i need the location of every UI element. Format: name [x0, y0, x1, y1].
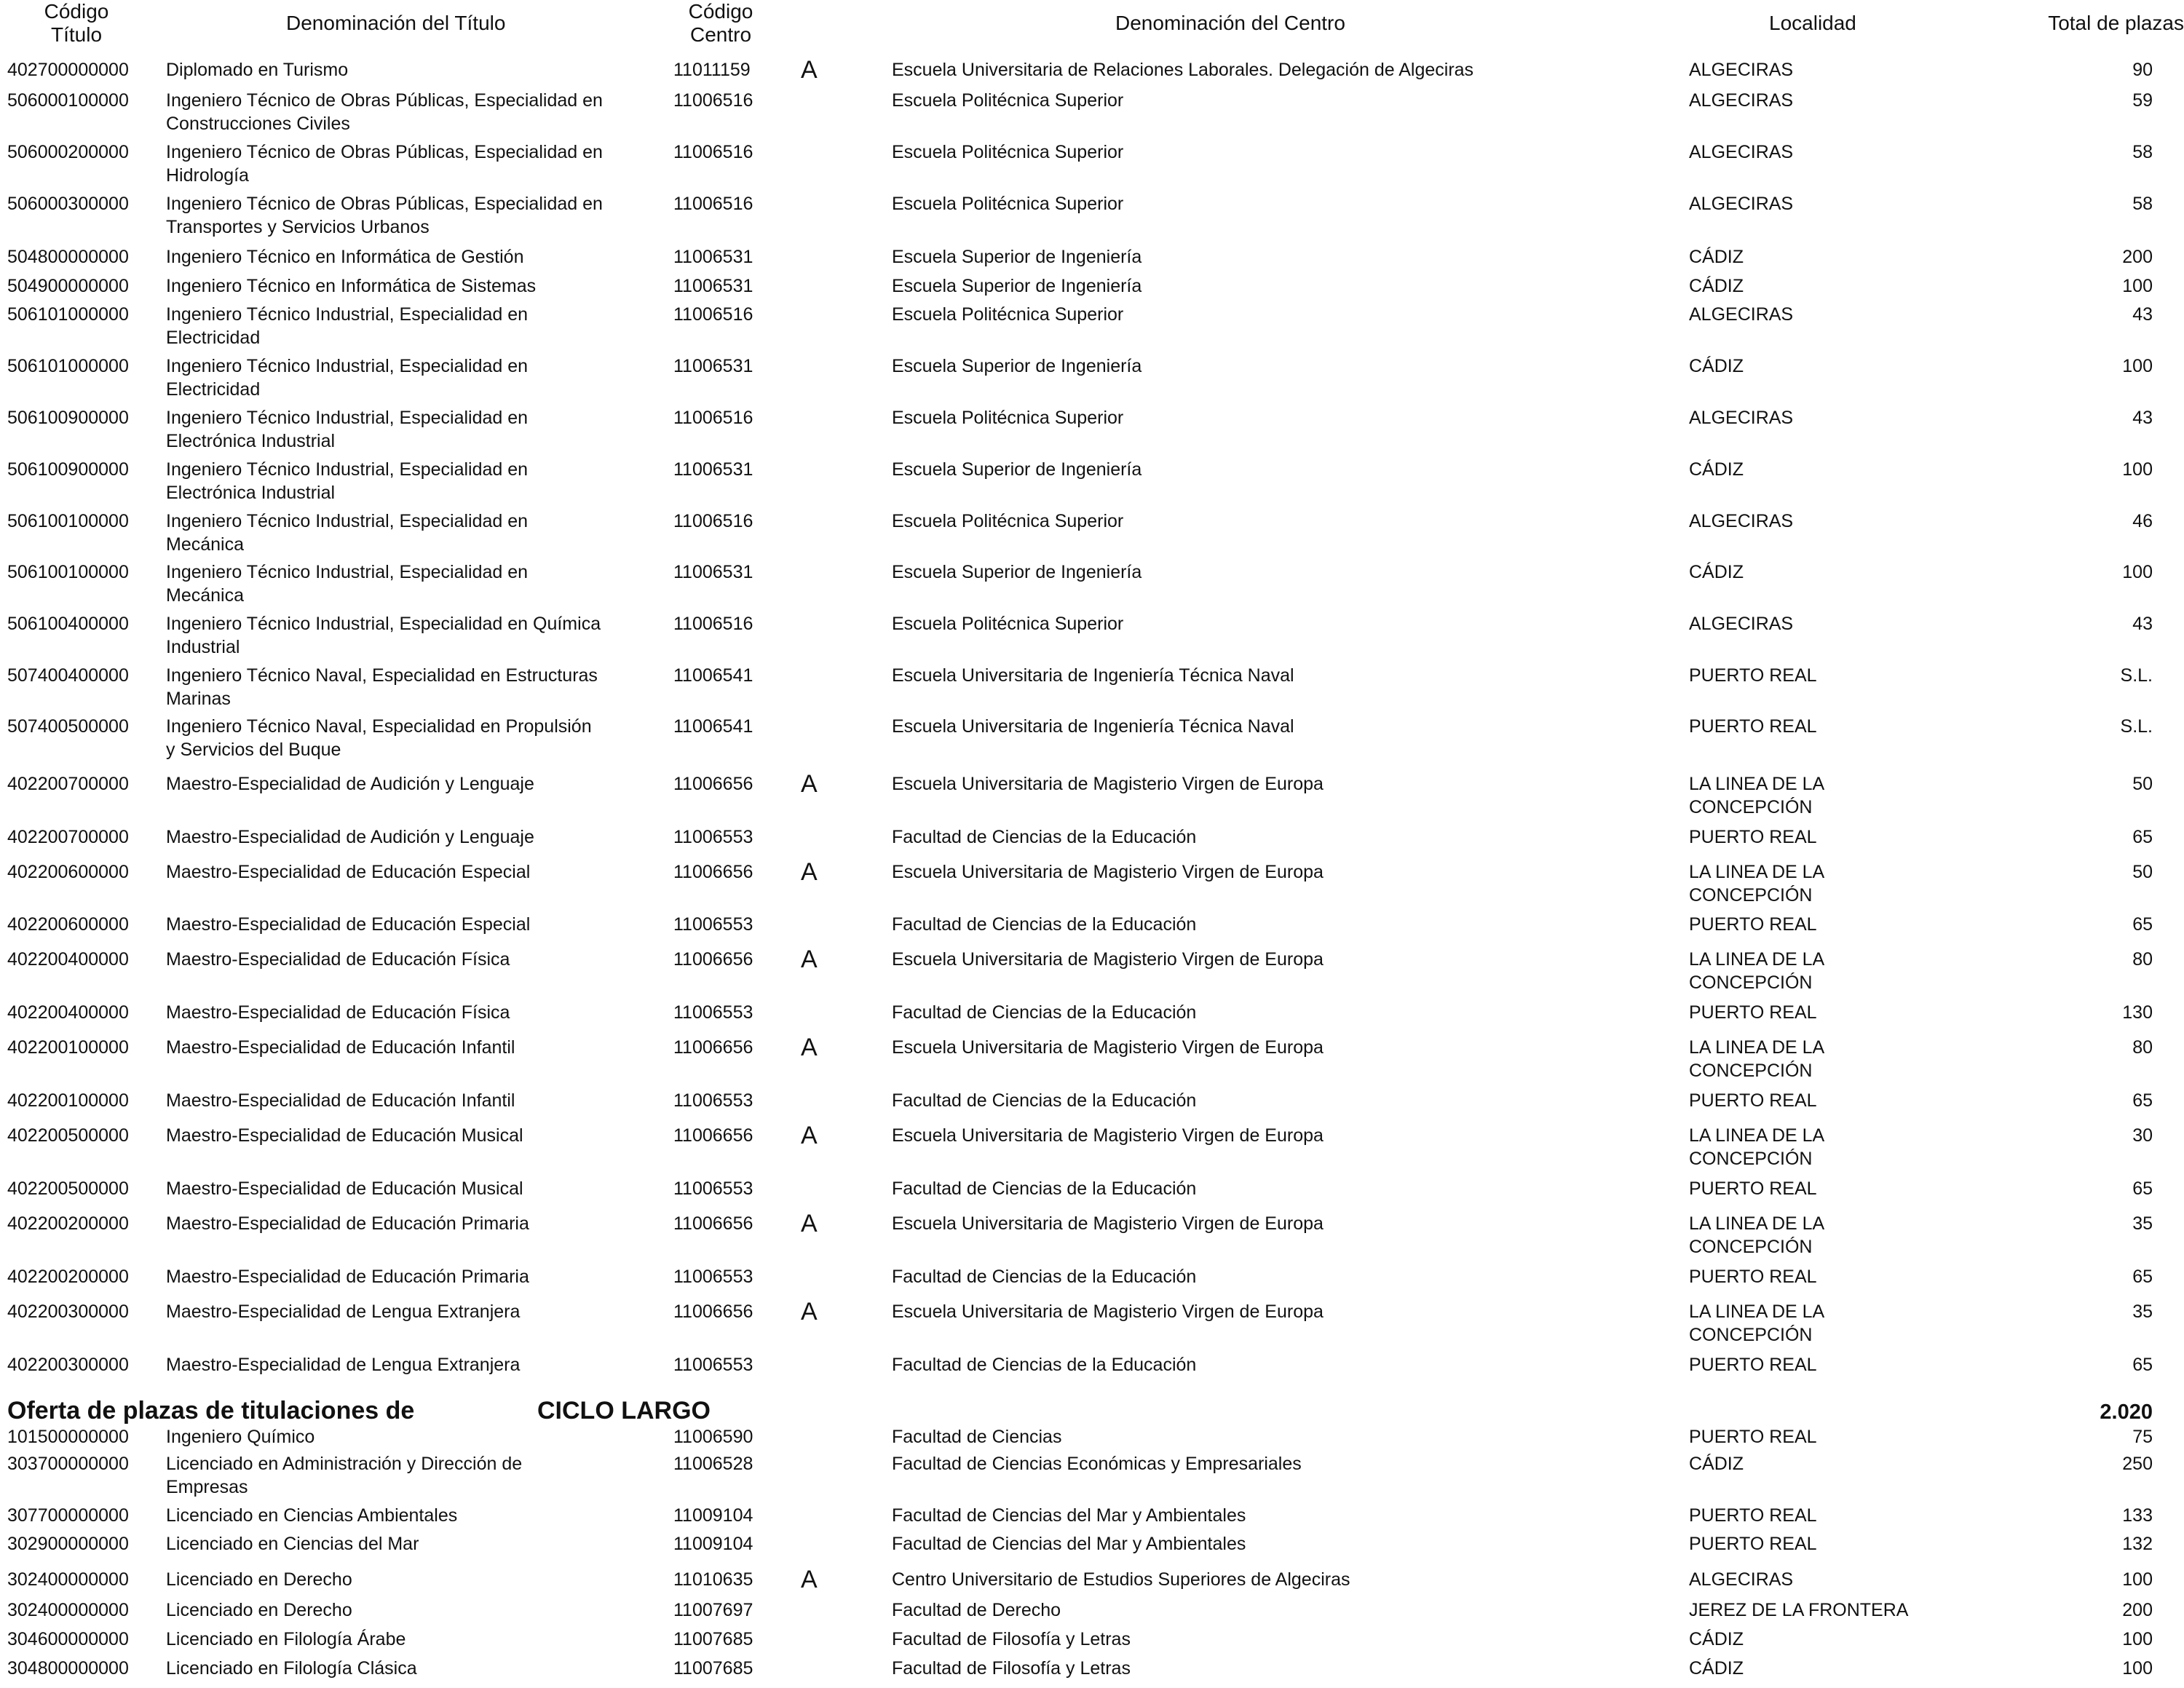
denominacion-centro-cell: Escuela Universitaria de Magisterio Virgen de Europa: [892, 1213, 1324, 1234]
total-plazas-cell: 58: [2132, 194, 2153, 214]
denominacion-centro-cell: Escuela Universitaria de Magisterio Virgen de Europa: [892, 1125, 1324, 1146]
codigo-centro-cell: 11006553: [673, 914, 753, 935]
codigo-titulo-cell: 304600000000: [7, 1629, 129, 1649]
localidad-cell: ALGECIRAS: [1689, 90, 1794, 111]
denominacion-centro-cell: Facultad de Ciencias de la Educación: [892, 1178, 1197, 1199]
codigo-titulo-cell: 402200400000: [7, 1002, 129, 1023]
codigo-centro-cell: 11006656: [673, 1213, 753, 1234]
codigo-titulo-cell: 506100100000: [7, 511, 129, 531]
total-plazas-cell: 65: [2132, 1178, 2153, 1199]
denominacion-titulo-cell: Ingeniero Técnico de Obras Públicas, Especialidad en Transportes y Servicios Urbanos: [166, 194, 603, 237]
codigo-centro-cell: 11006656: [673, 1125, 753, 1146]
codigo-titulo-cell: 506100900000: [7, 459, 129, 480]
codigo-centro-cell: 11006553: [673, 1355, 753, 1375]
codigo-titulo-cell: 506100900000: [7, 408, 129, 428]
codigo-titulo-cell: 504900000000: [7, 276, 129, 296]
total-plazas-cell: 80: [2132, 949, 2153, 970]
denominacion-centro-cell: Facultad de Ciencias de la Educación: [892, 1355, 1197, 1375]
section-type: CICLO LARGO: [537, 1397, 711, 1425]
denominacion-centro-cell: Escuela Superior de Ingeniería: [892, 356, 1142, 376]
denominacion-centro-cell: Facultad de Filosofía y Letras: [892, 1658, 1131, 1679]
centro-adscrito-mark-cell: A: [801, 858, 818, 886]
denominacion-centro-cell: Facultad de Ciencias del Mar y Ambientales: [892, 1534, 1246, 1554]
total-plazas-cell: S.L.: [2120, 665, 2153, 686]
header-denominacion-titulo: Denominación del Título: [286, 12, 506, 34]
codigo-centro-cell: 11007685: [673, 1658, 753, 1679]
localidad-cell: LA LINEA DE LA CONCEPCIÓN: [1689, 774, 1825, 817]
total-plazas-cell: 100: [2122, 562, 2153, 582]
codigo-centro-cell: 11006553: [673, 827, 753, 847]
codigo-titulo-cell: 506000100000: [7, 90, 129, 111]
codigo-titulo-cell: 402200100000: [7, 1090, 129, 1111]
localidad-cell: ALGECIRAS: [1689, 304, 1794, 325]
codigo-titulo-cell: 402200600000: [7, 862, 129, 882]
localidad-cell: PUERTO REAL: [1689, 1002, 1817, 1023]
header-localidad: Localidad: [1769, 12, 1856, 34]
localidad-cell: PUERTO REAL: [1689, 1427, 1817, 1447]
total-plazas-cell: 200: [2122, 247, 2153, 267]
denominacion-centro-cell: Escuela Universitaria de Relaciones Laborales. Delegación de Algeciras: [892, 60, 1474, 80]
denominacion-titulo-cell: Ingeniero Técnico de Obras Públicas, Especialidad en Hidrología: [166, 142, 603, 186]
denominacion-centro-cell: Escuela Universitaria de Magisterio Virgen de Europa: [892, 774, 1324, 794]
total-plazas-cell: 46: [2132, 511, 2153, 531]
codigo-centro-cell: 11006516: [673, 511, 753, 531]
denominacion-centro-cell: Escuela Politécnica Superior: [892, 614, 1124, 634]
denominacion-titulo-cell: Maestro-Especialidad de Educación Física: [166, 1002, 510, 1023]
denominacion-titulo-cell: Maestro-Especialidad de Educación Musical: [166, 1178, 523, 1199]
denominacion-titulo-cell: Ingeniero Técnico en Informática de Gestión: [166, 247, 524, 267]
header-total-plazas: Total de plazas: [2048, 12, 2184, 34]
localidad-cell: LA LINEA DE LA CONCEPCIÓN: [1689, 1301, 1825, 1345]
denominacion-titulo-cell: Licenciado en Derecho: [166, 1600, 352, 1620]
total-plazas-cell: 35: [2132, 1213, 2153, 1234]
denominacion-titulo-cell: Ingeniero Técnico Industrial, Especialidad en Electrónica Industrial: [166, 459, 529, 503]
localidad-cell: CÁDIZ: [1689, 459, 1744, 480]
denominacion-titulo-cell: Ingeniero Técnico en Informática de Sistemas: [166, 276, 537, 296]
localidad-cell: ALGECIRAS: [1689, 408, 1794, 428]
localidad-cell: LA LINEA DE LA CONCEPCIÓN: [1689, 862, 1825, 906]
codigo-titulo-cell: 506101000000: [7, 356, 129, 376]
header-denominacion-centro: Denominación del Centro: [1115, 12, 1345, 34]
total-plazas-cell: 100: [2122, 276, 2153, 296]
codigo-titulo-cell: 402200600000: [7, 914, 129, 935]
codigo-centro-cell: 11011159: [673, 60, 751, 80]
centro-adscrito-mark-cell: A: [801, 1298, 818, 1326]
denominacion-centro-cell: Escuela Politécnica Superior: [892, 511, 1124, 531]
denominacion-titulo-cell: Ingeniero Técnico Industrial, Especialidad en Mecánica: [166, 511, 529, 555]
localidad-cell: JEREZ DE LA FRONTERA: [1689, 1600, 1909, 1620]
denominacion-titulo-cell: Maestro-Especialidad de Educación Primaria: [166, 1213, 529, 1234]
denominacion-centro-cell: Escuela Politécnica Superior: [892, 194, 1124, 214]
codigo-titulo-cell: 304800000000: [7, 1658, 129, 1679]
codigo-centro-cell: 11006516: [673, 194, 753, 214]
total-plazas-cell: 65: [2132, 827, 2153, 847]
total-plazas-cell: 43: [2132, 304, 2153, 325]
codigo-centro-cell: 11010635: [673, 1569, 753, 1590]
denominacion-centro-cell: Facultad de Ciencias de la Educación: [892, 1090, 1197, 1111]
codigo-centro-cell: 11009104: [673, 1505, 753, 1526]
denominacion-centro-cell: Escuela Superior de Ingeniería: [892, 276, 1142, 296]
denominacion-centro-cell: Escuela Superior de Ingeniería: [892, 562, 1142, 582]
localidad-cell: LA LINEA DE LA CONCEPCIÓN: [1689, 949, 1825, 993]
codigo-titulo-cell: 402200700000: [7, 774, 129, 794]
total-plazas-cell: 43: [2132, 408, 2153, 428]
localidad-cell: LA LINEA DE LA CONCEPCIÓN: [1689, 1213, 1825, 1257]
denominacion-centro-cell: Facultad de Ciencias de la Educación: [892, 914, 1197, 935]
total-plazas-cell: 65: [2132, 914, 2153, 935]
denominacion-centro-cell: Escuela Politécnica Superior: [892, 142, 1124, 162]
codigo-centro-cell: 11006531: [673, 276, 753, 296]
localidad-cell: CÁDIZ: [1689, 1454, 1744, 1474]
denominacion-centro-cell: Escuela Universitaria de Magisterio Virgen de Europa: [892, 862, 1324, 882]
codigo-titulo-cell: 506000200000: [7, 142, 129, 162]
total-plazas-cell: 75: [2132, 1427, 2153, 1447]
denominacion-titulo-cell: Maestro-Especialidad de Educación Especial: [166, 862, 531, 882]
total-plazas-cell: 80: [2132, 1037, 2153, 1058]
codigo-titulo-cell: 506100400000: [7, 614, 129, 634]
codigo-titulo-cell: 402700000000: [7, 60, 129, 80]
denominacion-titulo-cell: Maestro-Especialidad de Audición y Lenguaje: [166, 774, 534, 794]
codigo-centro-cell: 11006516: [673, 142, 753, 162]
denominacion-titulo-cell: Licenciado en Filología Clásica: [166, 1658, 417, 1679]
denominacion-centro-cell: Facultad de Ciencias de la Educación: [892, 1002, 1197, 1023]
codigo-titulo-cell: 307700000000: [7, 1505, 129, 1526]
codigo-centro-cell: 11006656: [673, 862, 753, 882]
codigo-centro-cell: 11006656: [673, 1037, 753, 1058]
localidad-cell: ALGECIRAS: [1689, 1569, 1794, 1590]
denominacion-titulo-cell: Maestro-Especialidad de Lengua Extranjera: [166, 1301, 521, 1322]
total-plazas-cell: 58: [2132, 142, 2153, 162]
denominacion-titulo-cell: Maestro-Especialidad de Educación Primaria: [166, 1267, 529, 1287]
total-plazas-cell: 65: [2132, 1267, 2153, 1287]
codigo-centro-cell: 11007685: [673, 1629, 753, 1649]
total-plazas-cell: 100: [2122, 1569, 2153, 1590]
codigo-centro-cell: 11006531: [673, 247, 753, 267]
total-plazas-cell: 35: [2132, 1301, 2153, 1322]
codigo-centro-cell: 11006531: [673, 459, 753, 480]
total-plazas-cell: 30: [2132, 1125, 2153, 1146]
denominacion-titulo-cell: Maestro-Especialidad de Educación Infantil: [166, 1037, 515, 1058]
codigo-titulo-cell: 402200400000: [7, 949, 129, 970]
codigo-centro-cell: 11006541: [673, 716, 753, 737]
codigo-titulo-cell: 302400000000: [7, 1600, 129, 1620]
total-plazas-cell: 43: [2132, 614, 2153, 634]
localidad-cell: CÁDIZ: [1689, 562, 1744, 582]
denominacion-titulo-cell: Ingeniero Técnico Naval, Especialidad en Propulsión y Servicios del Buque: [166, 716, 592, 760]
codigo-centro-cell: 11006656: [673, 774, 753, 794]
localidad-cell: PUERTO REAL: [1689, 1267, 1817, 1287]
codigo-titulo-cell: 302400000000: [7, 1569, 129, 1590]
codigo-titulo-cell: 507400400000: [7, 665, 129, 686]
codigo-centro-cell: 11006553: [673, 1090, 753, 1111]
denominacion-centro-cell: Facultad de Ciencias del Mar y Ambientales: [892, 1505, 1246, 1526]
total-plazas-cell: 65: [2132, 1355, 2153, 1375]
denominacion-titulo-cell: Maestro-Especialidad de Lengua Extranjera: [166, 1355, 521, 1375]
denominacion-titulo-cell: Diplomado en Turismo: [166, 60, 349, 80]
centro-adscrito-mark-cell: A: [801, 946, 818, 973]
denominacion-titulo-cell: Ingeniero Químico: [166, 1427, 315, 1447]
localidad-cell: PUERTO REAL: [1689, 1355, 1817, 1375]
denominacion-centro-cell: Escuela Politécnica Superior: [892, 90, 1124, 111]
localidad-cell: LA LINEA DE LA CONCEPCIÓN: [1689, 1125, 1825, 1169]
denominacion-centro-cell: Facultad de Filosofía y Letras: [892, 1629, 1131, 1649]
localidad-cell: ALGECIRAS: [1689, 194, 1794, 214]
localidad-cell: PUERTO REAL: [1689, 716, 1817, 737]
codigo-titulo-cell: 506000300000: [7, 194, 129, 214]
localidad-cell: PUERTO REAL: [1689, 1505, 1817, 1526]
header-codigo-titulo: Código Título: [44, 0, 109, 46]
denominacion-centro-cell: Facultad de Ciencias de la Educación: [892, 1267, 1197, 1287]
codigo-centro-cell: 11006656: [673, 949, 753, 970]
codigo-titulo-cell: 402200100000: [7, 1037, 129, 1058]
centro-adscrito-mark-cell: A: [801, 1122, 818, 1149]
codigo-titulo-cell: 402200200000: [7, 1267, 129, 1287]
denominacion-titulo-cell: Maestro-Especialidad de Educación Física: [166, 949, 510, 970]
denominacion-centro-cell: Escuela Superior de Ingeniería: [892, 247, 1142, 267]
denominacion-titulo-cell: Licenciado en Ciencias Ambientales: [166, 1505, 458, 1526]
denominacion-titulo-cell: Ingeniero Técnico Industrial, Especialidad en Mecánica: [166, 562, 529, 606]
codigo-centro-cell: 11006531: [673, 562, 753, 582]
codigo-titulo-cell: 303700000000: [7, 1454, 129, 1474]
centro-adscrito-mark-cell: A: [801, 1210, 818, 1237]
denominacion-titulo-cell: Ingeniero Técnico Industrial, Especialidad en Química Industrial: [166, 614, 601, 657]
section-label: Oferta de plazas de titulaciones de: [7, 1397, 415, 1425]
codigo-centro-cell: 11006553: [673, 1267, 753, 1287]
centro-adscrito-mark-cell: A: [801, 56, 818, 84]
denominacion-titulo-cell: Ingeniero Técnico de Obras Públicas, Especialidad en Construcciones Civiles: [166, 90, 603, 134]
codigo-centro-cell: 11006541: [673, 665, 753, 686]
localidad-cell: ALGECIRAS: [1689, 614, 1794, 634]
denominacion-centro-cell: Escuela Universitaria de Ingeniería Técnica Naval: [892, 716, 1294, 737]
localidad-cell: CÁDIZ: [1689, 1629, 1744, 1649]
denominacion-titulo-cell: Licenciado en Derecho: [166, 1569, 352, 1590]
total-plazas-cell: 100: [2122, 459, 2153, 480]
localidad-cell: CÁDIZ: [1689, 356, 1744, 376]
denominacion-centro-cell: Facultad de Ciencias Económicas y Empresariales: [892, 1454, 1302, 1474]
total-plazas-cell: S.L.: [2120, 716, 2153, 737]
localidad-cell: PUERTO REAL: [1689, 827, 1817, 847]
total-plazas-cell: 65: [2132, 1090, 2153, 1111]
centro-adscrito-mark-cell: A: [801, 770, 818, 798]
denominacion-titulo-cell: Licenciado en Administración y Dirección de Empresas: [166, 1454, 523, 1497]
localidad-cell: PUERTO REAL: [1689, 1178, 1817, 1199]
denominacion-centro-cell: Facultad de Derecho: [892, 1600, 1061, 1620]
codigo-centro-cell: 11006553: [673, 1178, 753, 1199]
codigo-titulo-cell: 506100100000: [7, 562, 129, 582]
total-plazas-cell: 130: [2122, 1002, 2153, 1023]
denominacion-centro-cell: Centro Universitario de Estudios Superiores de Algeciras: [892, 1569, 1350, 1590]
denominacion-centro-cell: Escuela Politécnica Superior: [892, 408, 1124, 428]
total-plazas-cell: 100: [2122, 1629, 2153, 1649]
localidad-cell: LA LINEA DE LA CONCEPCIÓN: [1689, 1037, 1825, 1081]
codigo-centro-cell: 11006516: [673, 304, 753, 325]
denominacion-centro-cell: Escuela Universitaria de Ingeniería Técnica Naval: [892, 665, 1294, 686]
codigo-titulo-cell: 402200300000: [7, 1355, 129, 1375]
codigo-titulo-cell: 402200700000: [7, 827, 129, 847]
denominacion-titulo-cell: Maestro-Especialidad de Educación Especial: [166, 914, 531, 935]
codigo-centro-cell: 11006590: [673, 1427, 753, 1447]
codigo-centro-cell: 11006516: [673, 614, 753, 634]
denominacion-titulo-cell: Ingeniero Técnico Naval, Especialidad en Estructuras Marinas: [166, 665, 598, 709]
total-plazas-cell: 132: [2122, 1534, 2153, 1554]
codigo-titulo-cell: 402200300000: [7, 1301, 129, 1322]
denominacion-centro-cell: Facultad de Ciencias de la Educación: [892, 827, 1197, 847]
localidad-cell: ALGECIRAS: [1689, 511, 1794, 531]
codigo-centro-cell: 11006516: [673, 408, 753, 428]
codigo-titulo-cell: 506101000000: [7, 304, 129, 325]
denominacion-centro-cell: Escuela Universitaria de Magisterio Virgen de Europa: [892, 949, 1324, 970]
localidad-cell: PUERTO REAL: [1689, 914, 1817, 935]
denominacion-titulo-cell: Licenciado en Filología Árabe: [166, 1629, 406, 1649]
centro-adscrito-mark-cell: A: [801, 1566, 818, 1593]
codigo-centro-cell: 11006531: [673, 356, 753, 376]
codigo-centro-cell: 11006656: [673, 1301, 753, 1322]
localidad-cell: ALGECIRAS: [1689, 142, 1794, 162]
header-codigo-centro: Código Centro: [688, 0, 753, 46]
total-plazas-cell: 59: [2132, 90, 2153, 111]
total-plazas-cell: 50: [2132, 862, 2153, 882]
codigo-centro-cell: 11006516: [673, 90, 753, 111]
localidad-cell: PUERTO REAL: [1689, 1534, 1817, 1554]
localidad-cell: PUERTO REAL: [1689, 1090, 1817, 1111]
total-plazas-cell: 200: [2122, 1600, 2153, 1620]
denominacion-centro-cell: Escuela Universitaria de Magisterio Virgen de Europa: [892, 1301, 1324, 1322]
localidad-cell: CÁDIZ: [1689, 1658, 1744, 1679]
codigo-centro-cell: 11007697: [673, 1600, 753, 1620]
total-plazas-cell: 100: [2122, 1658, 2153, 1679]
codigo-centro-cell: 11006528: [673, 1454, 753, 1474]
codigo-centro-cell: 11009104: [673, 1534, 753, 1554]
denominacion-titulo-cell: Ingeniero Técnico Industrial, Especialidad en Electricidad: [166, 356, 529, 400]
denominacion-centro-cell: Escuela Universitaria de Magisterio Virgen de Europa: [892, 1037, 1324, 1058]
codigo-titulo-cell: 101500000000: [7, 1427, 129, 1447]
denominacion-centro-cell: Escuela Politécnica Superior: [892, 304, 1124, 325]
denominacion-titulo-cell: Maestro-Especialidad de Educación Infantil: [166, 1090, 515, 1111]
codigo-titulo-cell: 302900000000: [7, 1534, 129, 1554]
centro-adscrito-mark-cell: A: [801, 1034, 818, 1061]
localidad-cell: CÁDIZ: [1689, 247, 1744, 267]
denominacion-titulo-cell: Maestro-Especialidad de Educación Musical: [166, 1125, 523, 1146]
codigo-titulo-cell: 504800000000: [7, 247, 129, 267]
codigo-titulo-cell: 402200500000: [7, 1125, 129, 1146]
localidad-cell: CÁDIZ: [1689, 276, 1744, 296]
section-total: 2.020: [2100, 1400, 2153, 1424]
total-plazas-cell: 90: [2132, 60, 2153, 80]
denominacion-centro-cell: Facultad de Ciencias: [892, 1427, 1062, 1447]
denominacion-titulo-cell: Maestro-Especialidad de Audición y Lenguaje: [166, 827, 534, 847]
codigo-titulo-cell: 402200200000: [7, 1213, 129, 1234]
denominacion-titulo-cell: Licenciado en Ciencias del Mar: [166, 1534, 419, 1554]
total-plazas-cell: 100: [2122, 356, 2153, 376]
total-plazas-cell: 133: [2122, 1505, 2153, 1526]
total-plazas-cell: 250: [2122, 1454, 2153, 1474]
denominacion-titulo-cell: Ingeniero Técnico Industrial, Especialidad en Electricidad: [166, 304, 529, 348]
localidad-cell: PUERTO REAL: [1689, 665, 1817, 686]
total-plazas-cell: 50: [2132, 774, 2153, 794]
denominacion-titulo-cell: Ingeniero Técnico Industrial, Especialidad en Electrónica Industrial: [166, 408, 529, 451]
denominacion-centro-cell: Escuela Superior de Ingeniería: [892, 459, 1142, 480]
codigo-centro-cell: 11006553: [673, 1002, 753, 1023]
codigo-titulo-cell: 402200500000: [7, 1178, 129, 1199]
codigo-titulo-cell: 507400500000: [7, 716, 129, 737]
localidad-cell: ALGECIRAS: [1689, 60, 1794, 80]
